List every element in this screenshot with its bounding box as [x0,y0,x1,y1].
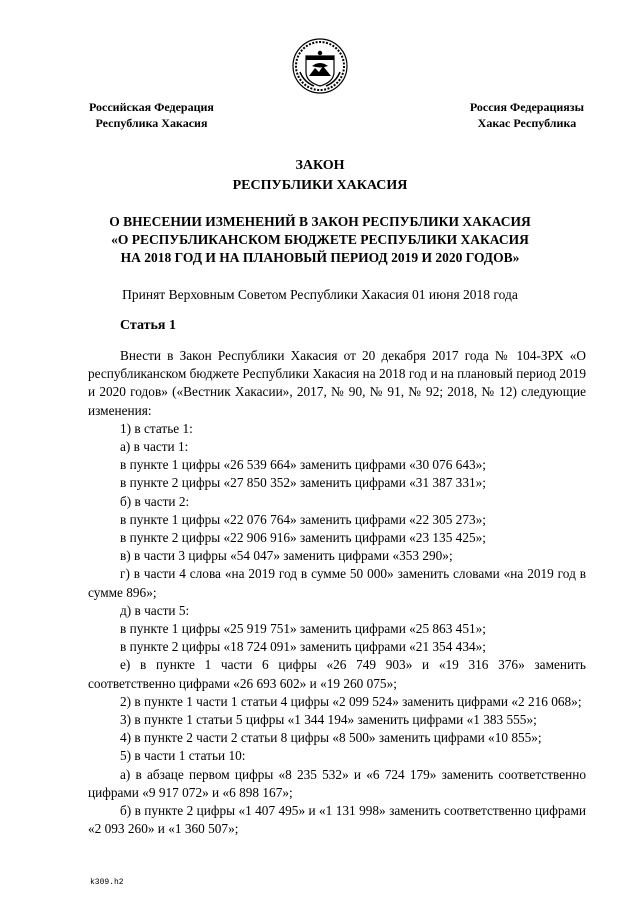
adoption-statement: Принят Верховным Советом Республики Хакасия 01 июня 2018 года [122,287,518,302]
header-right-country: Россия Федерациязы [469,100,584,114]
body-paragraph: 3) в пункте 1 статьи 5 цифры «1 344 194» заменить цифрами «1 383 555»; [120,712,537,728]
body-paragraph: в пункте 2 цифры «22 906 916» заменить цифрами «23 135 425»; [120,530,486,546]
body-paragraph: а) в абзаце первом цифры «8 235 532» и «6 724 179» заменить соответственно цифрами «9 917 072» и «6 898 167»; [88,766,586,800]
law-title-line3: НА 2018 ГОД И НА ПЛАНОВЫЙ ПЕРИОД 2019 И 2020 ГОДОВ» [120,250,520,265]
body-paragraph: б) в части 2: [120,493,190,509]
body-paragraph: а) в части 1: [120,439,189,455]
body-paragraph: в пункте 1 цифры «22 076 764» заменить цифрами «22 305 273»; [120,511,486,527]
document-code: k309.h2 [90,878,124,887]
body-paragraph: в пункте 1 цифры «26 539 664» заменить цифрами «30 076 643»; [120,457,486,473]
body-paragraph: 5) в части 1 статьи 10: [120,748,246,764]
body-paragraph: в пункте 1 цифры «25 919 751» заменить цифрами «25 863 451»; [120,621,486,637]
law-heading-line1: ЗАКОН [295,158,345,173]
header-right [470,99,584,131]
law-title [0,213,640,267]
body-paragraph: е) в пункте 1 части 6 цифры «26 749 903» и «19 316 376» заменить соответственно цифрами «26 693 602» и «19 260 075»; [88,657,586,691]
body-paragraph: 4) в пункте 2 части 2 статьи 8 цифры «8 500» заменить цифрами «10 855»; [120,730,542,746]
law-title-line2: «О РЕСПУБЛИКАНСКОМ БЮДЖЕТЕ РЕСПУБЛИКИ ХАКАСИЯ [111,232,529,247]
header-left [89,99,214,131]
law-heading-line2: РЕСПУБЛИКИ ХАКАСИЯ [232,178,408,193]
body-paragraph: в) в части 3 цифры «54 047» заменить цифрами «353 290»; [120,548,453,564]
body-paragraph: 2) в пункте 1 части 1 статьи 4 цифры «2 099 524» заменить цифрами «2 216 068»; [120,693,582,709]
body-paragraph: 1) в статье 1: [120,420,193,436]
body-paragraph: б) в пункте 2 цифры «1 407 495» и «1 131 998» заменить соответственно цифрами «2 093 260» и «1 360 507»; [88,803,586,837]
body-paragraph: д) в части 5: [120,602,190,618]
article-heading: Статья 1 [120,318,176,333]
law-title-line1: О ВНЕСЕНИИ ИЗМЕНЕНИЙ В ЗАКОН РЕСПУБЛИКИ ХАКАСИЯ [109,214,531,229]
coat-of-arms-emblem [292,38,348,94]
body-paragraph: в пункте 2 цифры «27 850 352» заменить цифрами «31 387 331»; [120,475,486,491]
body-paragraph: в пункте 2 цифры «18 724 091» заменить цифрами «21 354 434»; [120,639,486,655]
header-right-republic: Хакас Республика [477,116,577,130]
body-paragraph: Внести в Закон Республики Хакасия от 20 декабря 2017 года № 104-ЗРХ «О республиканском бюджете Республики Хакасия на 2018 год и на плановый период 2019 и 2020 годов» («Вестник Хакасии», 2017, № 90, № 91, № 92; 2018, № 12) следующие изменения: [88,348,586,418]
body-paragraph: г) в части 4 слова «на 2019 год в сумме 50 000» заменить словами «на 2019 год в сумме 896»; [88,566,586,600]
law-heading [0,156,640,196]
article-body [88,347,586,838]
header-left-country: Российская Федерация [89,100,214,114]
header-left-republic: Республика Хакасия [95,116,208,130]
